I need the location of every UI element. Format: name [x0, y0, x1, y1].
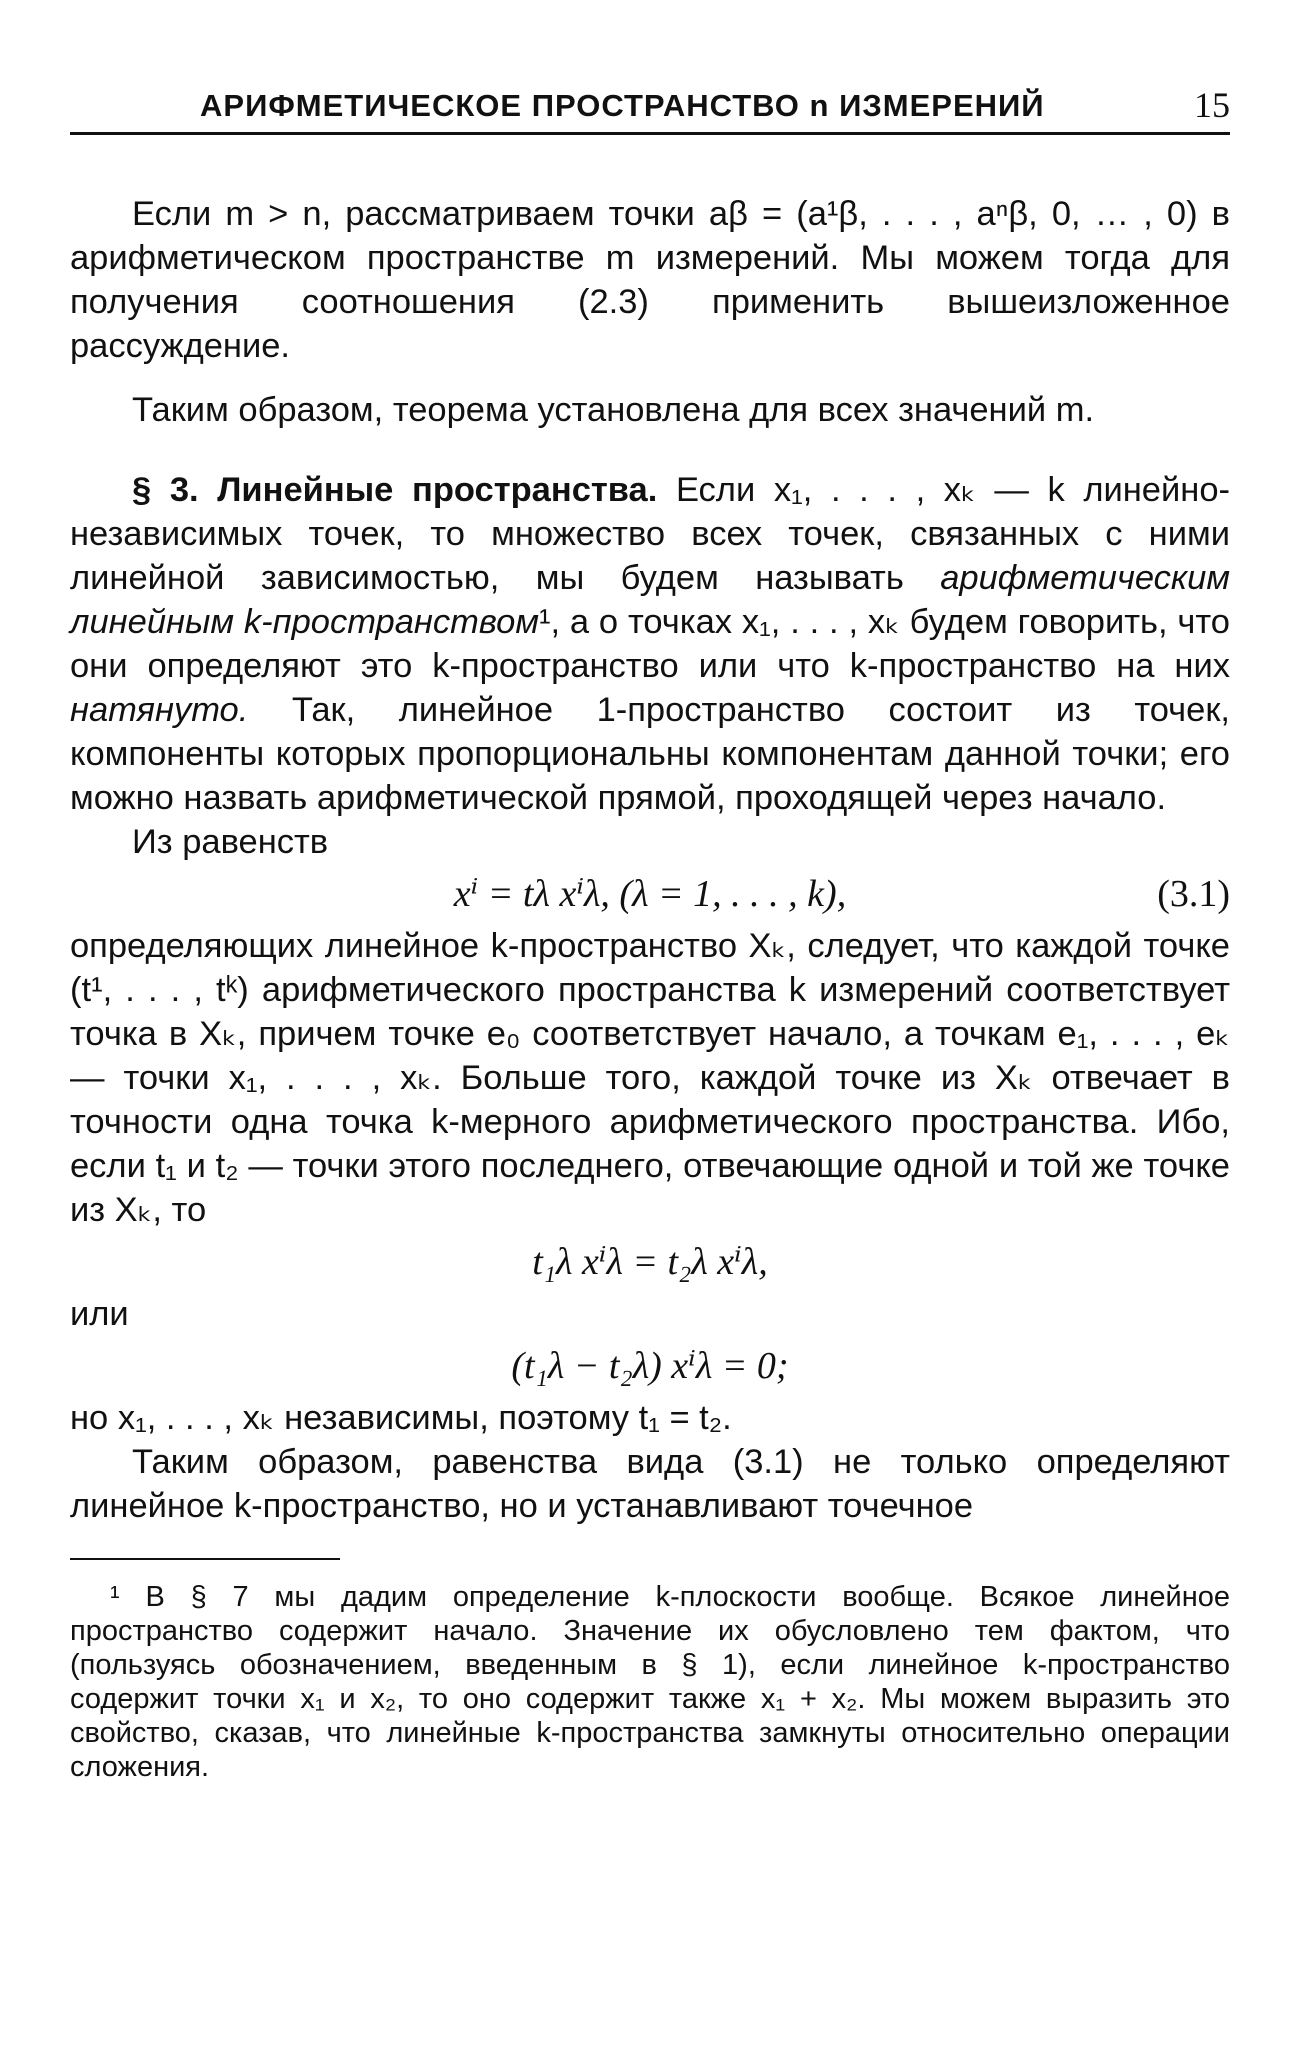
- paragraph-2: Таким образом, теорема установлена для всех значений m.: [132, 391, 1095, 429]
- paragraph-3-text-2: ¹, а о точках x₁, . . . , xₖ будем говорить, что они определяют это k-пространство или что k-пространство на них: [70, 603, 1230, 685]
- footnote-rule: [70, 1558, 340, 1560]
- equation-3-1-label: (3.1): [1157, 873, 1230, 915]
- page-header: [70, 80, 1230, 135]
- equation-a-body: t₁λ xⁱλ = t₂λ xⁱλ,: [532, 1241, 768, 1283]
- paragraph-3: [70, 468, 1230, 820]
- paragraph-4: Из равенств: [132, 823, 329, 861]
- paragraph-7: но x₁, . . . , xₖ независимы, поэтому t₁ = t₂.: [70, 1399, 732, 1437]
- paragraph-6: или: [70, 1295, 129, 1333]
- book-page: [70, 80, 1230, 1783]
- page-number: 15: [1194, 85, 1230, 125]
- equation-b: [70, 1336, 1230, 1396]
- term-linear-k-space: арифметическим линейным k-пространством: [70, 559, 1230, 641]
- page-body: [70, 192, 1230, 1784]
- paragraph-1: Если m > n, рассматриваем точки aβ = (a¹β, . . . , aⁿβ, 0, … , 0) в арифметическом пространстве m измерений. Мы можем тогда для получения соотношения (2.3) применить вышеизложенное рассуждение.: [70, 195, 1230, 365]
- equation-b-body: (t₁λ − t₂λ) xⁱλ = 0;: [511, 1345, 789, 1387]
- equation-3-1: [70, 864, 1230, 924]
- paragraph-5: определяющих линейное k-пространство Xₖ, следует, что каждой точке (t¹, . . . , tᵏ) арифметического пространства k измерений соответствует точка в Xₖ, причем точке e₀ соответствует начало, а точкам e₁, . . . , eₖ — точки x₁, . . . , xₖ. Больше того, каждой точке из Xₖ отвечает в точности одна точка k-мерного арифметического пространства. Ибо, если t₁ и t₂ — точки этого последнего, отвечающие одной и той же точке из Xₖ, то: [70, 927, 1230, 1229]
- footnote: ¹ В § 7 мы дадим определение k-плоскости вообще. Всякое линейное пространство содержит начало. Значение их обусловлено тем фактом, что (пользуясь обозначением, введенным в § 1), если линейное k-пространство содержит точки x₁ и x₂, то оно содержит также x₁ + x₂. Мы можем выразить это свойство, сказав, что линейные k-пространства замкнуты относительно операции сложения.: [70, 1581, 1230, 1783]
- term-spanned: натянуто.: [70, 691, 249, 729]
- section-heading: § 3. Линейные пространства.: [132, 471, 658, 509]
- equation-3-1-body: xⁱ = tλ xⁱλ, (λ = 1, . . . , k),: [453, 873, 847, 915]
- paragraph-3-text-3: Так, линейное 1-пространство состоит из точек, компоненты которых пропорциональны компонентам данной точки; его можно назвать арифметической прямой, проходящей через начало.: [70, 691, 1230, 817]
- equation-a: [70, 1232, 1230, 1292]
- paragraph-8: Таким образом, равенства вида (3.1) не только определяют линейное k-пространство, но и устанавливают точечное: [70, 1443, 1230, 1525]
- paragraph-3-text-1: Если x₁, . . . , xₖ — k линейно-независимых точек, то множество всех точек, связанных с ними линейной зависимостью, мы будем называть: [70, 471, 1230, 597]
- running-title: АРИФМЕТИЧЕСКОЕ ПРОСТРАНСТВО n ИЗМЕРЕНИЙ: [200, 88, 1045, 123]
